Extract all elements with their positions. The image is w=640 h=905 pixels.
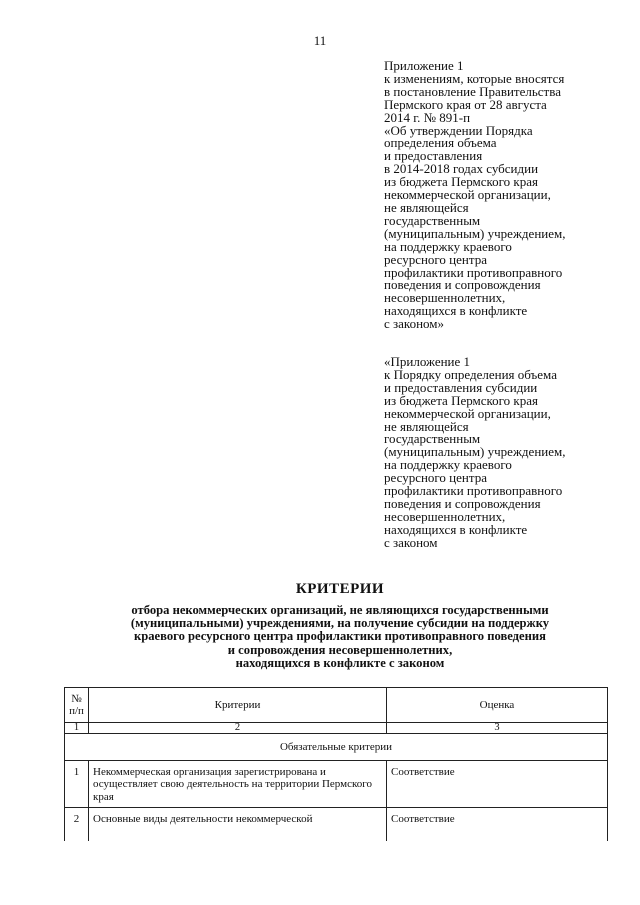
appendix-2-line: несовершеннолетних, bbox=[384, 508, 506, 524]
appendix-1-header bbox=[384, 60, 624, 331]
subtitle-line: находящихся в конфликте с законом bbox=[235, 655, 445, 670]
appendix-1-line: (муниципальным) учреждением, bbox=[384, 225, 566, 241]
appendix-1-line: и предоставления bbox=[384, 148, 483, 164]
criteria-table bbox=[64, 687, 608, 841]
appendix-2-line: некоммерческой организации, bbox=[384, 405, 551, 421]
appendix-2-line: находящихся в конфликте bbox=[384, 521, 528, 537]
appendix-2-line: на поддержку краевого bbox=[384, 457, 512, 473]
header-num bbox=[65, 688, 89, 723]
appendix-1-line: поведения и сопровождения bbox=[384, 277, 541, 293]
section-title: Обязательные критерии bbox=[65, 734, 608, 761]
subtitle-line: краевого ресурсного центра профилактики противоправного поведения bbox=[134, 629, 546, 644]
appendix-1-line: Приложение 1 bbox=[384, 58, 464, 73]
appendix-1-line: Пермского края от 28 августа bbox=[384, 96, 547, 112]
appendix-2-header bbox=[384, 356, 624, 550]
appendix-1-line: 2014 г. № 891-п bbox=[384, 109, 471, 125]
appendix-2-line: ресурсного центра bbox=[384, 470, 487, 486]
appendix-1-line: из бюджета Пермского края bbox=[384, 174, 539, 190]
header-num-abbr: п/п bbox=[69, 705, 84, 717]
appendix-1-line: на поддержку краевого bbox=[384, 238, 512, 254]
row-score: Соответствие bbox=[387, 761, 608, 808]
appendix-2-line: «Приложение 1 bbox=[384, 354, 471, 369]
appendix-1-line: находящихся в конфликте bbox=[384, 303, 528, 319]
appendix-1-line: в 2014-2018 годах субсидии bbox=[384, 161, 539, 177]
appendix-1-line: профилактики противоправного bbox=[384, 264, 563, 280]
section-row bbox=[65, 734, 608, 761]
column-index: 3 bbox=[387, 723, 608, 734]
row-criteria: Основные виды деятельности некоммерческой bbox=[89, 808, 387, 842]
column-index-row bbox=[65, 723, 608, 734]
appendix-1-line: некоммерческой организации, bbox=[384, 187, 551, 203]
appendix-1-line: несовершеннолетних, bbox=[384, 290, 506, 306]
table-row bbox=[65, 761, 608, 808]
appendix-2-line: поведения и сопровождения bbox=[384, 495, 541, 511]
subtitle-line: отбора некоммерческих организаций, не являющихся государственными bbox=[131, 603, 549, 617]
appendix-2-line: профилактики противоправного bbox=[384, 483, 563, 499]
row-number: 2 bbox=[65, 808, 89, 842]
header-criteria: Критерии bbox=[89, 688, 387, 723]
appendix-1-line: определения объема bbox=[384, 135, 497, 151]
appendix-1-line: государственным bbox=[384, 212, 481, 228]
appendix-1-line: «Об утверждении Порядка bbox=[384, 122, 533, 138]
appendix-2-line: из бюджета Пермского края bbox=[384, 392, 539, 408]
document-subtitle bbox=[60, 604, 620, 670]
appendix-2-line: (муниципальным) учреждением, bbox=[384, 444, 566, 460]
appendix-1-line: не являющейся bbox=[384, 199, 469, 215]
column-index: 2 bbox=[89, 723, 387, 734]
appendix-1-line: ресурсного центра bbox=[384, 251, 487, 267]
appendix-1-line: с законом» bbox=[384, 316, 445, 332]
row-criteria: Некоммерческая организация зарегистрирована и осуществляет свою деятельность на территории Пермского края bbox=[89, 761, 387, 808]
appendix-2-line: государственным bbox=[384, 431, 481, 447]
page-number: 11 bbox=[313, 33, 327, 48]
table-header-row bbox=[65, 688, 608, 723]
appendix-2-line: к Порядку определения объема bbox=[384, 366, 557, 382]
appendix-1-line: к изменениям, которые вносятся bbox=[384, 70, 565, 86]
appendix-2-line: не являющейся bbox=[384, 418, 469, 434]
header-score: Оценка bbox=[387, 688, 608, 723]
column-index: 1 bbox=[65, 723, 89, 734]
document-title: КРИТЕРИИ bbox=[295, 581, 385, 597]
appendix-2-line: и предоставления субсидии bbox=[384, 379, 538, 395]
header-num-symbol: № bbox=[71, 693, 82, 705]
subtitle-line: (муниципальными) учреждениями, на получение субсидии на поддержку bbox=[130, 616, 550, 631]
row-number: 1 bbox=[65, 761, 89, 808]
appendix-2-line: с законом bbox=[384, 534, 438, 550]
subtitle-line: и сопровождения несовершеннолетних, bbox=[227, 642, 453, 657]
appendix-1-line: в постановление Правительства bbox=[384, 83, 561, 99]
row-score: Соответствие bbox=[387, 808, 608, 842]
table-row bbox=[65, 808, 608, 842]
